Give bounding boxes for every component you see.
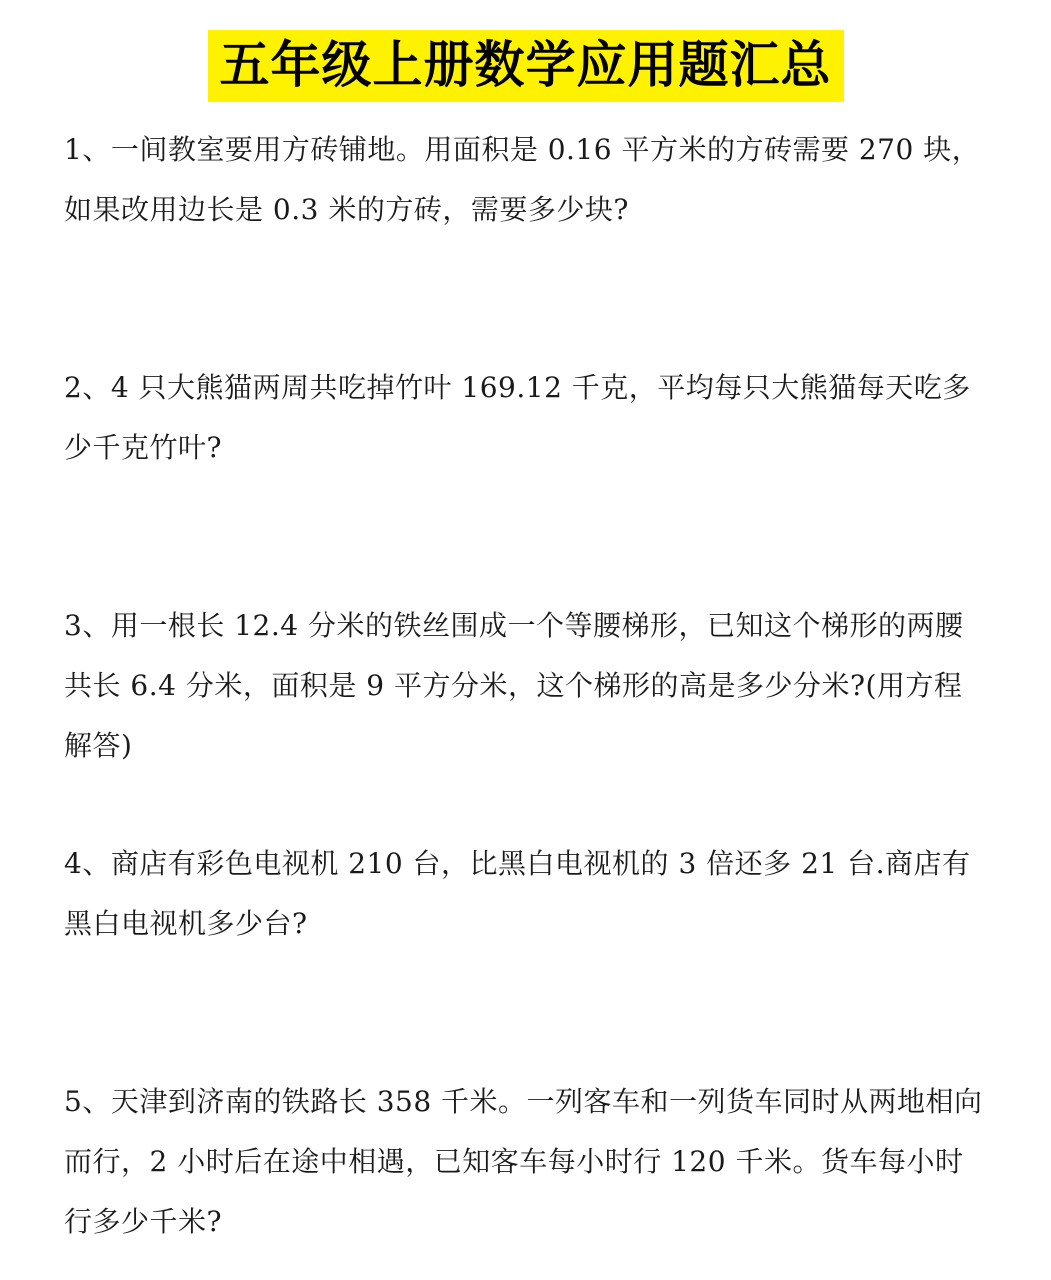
problem-2: 2、4 只大熊猫两周共吃掉竹叶 169.12 千克，平均每只大熊猫每天吃多少千克竹叶? <box>64 371 971 464</box>
page-title: 五年级上册数学应用题汇总 <box>208 30 844 102</box>
problem-3: 3、用一根长 12.4 分米的铁丝围成一个等腰梯形，已知这个梯形的两腰共长 6.4 分米，面积是 9 平方分米，这个梯形的高是多少分米?(用方程解答) <box>64 609 964 762</box>
problem-1: 1、一间教室要用方砖铺地。用面积是 0.16 平方米的方砖需要 270 块，如果改用边长是 0.3 米的方砖，需要多少块? <box>64 133 981 226</box>
problem-5: 5、天津到济南的铁路长 358 千米。一列客车和一列货车同时从两地相向而行，2 小时后在途中相遇，已知客车每小时行 120 千米。货车每小时行多少千米? <box>64 1085 983 1238</box>
problem-4: 4、商店有彩色电视机 210 台，比黑白电视机的 3 倍还多 21 台.商店有黑白电视机多少台? <box>64 847 971 940</box>
title-container <box>0 30 1051 102</box>
